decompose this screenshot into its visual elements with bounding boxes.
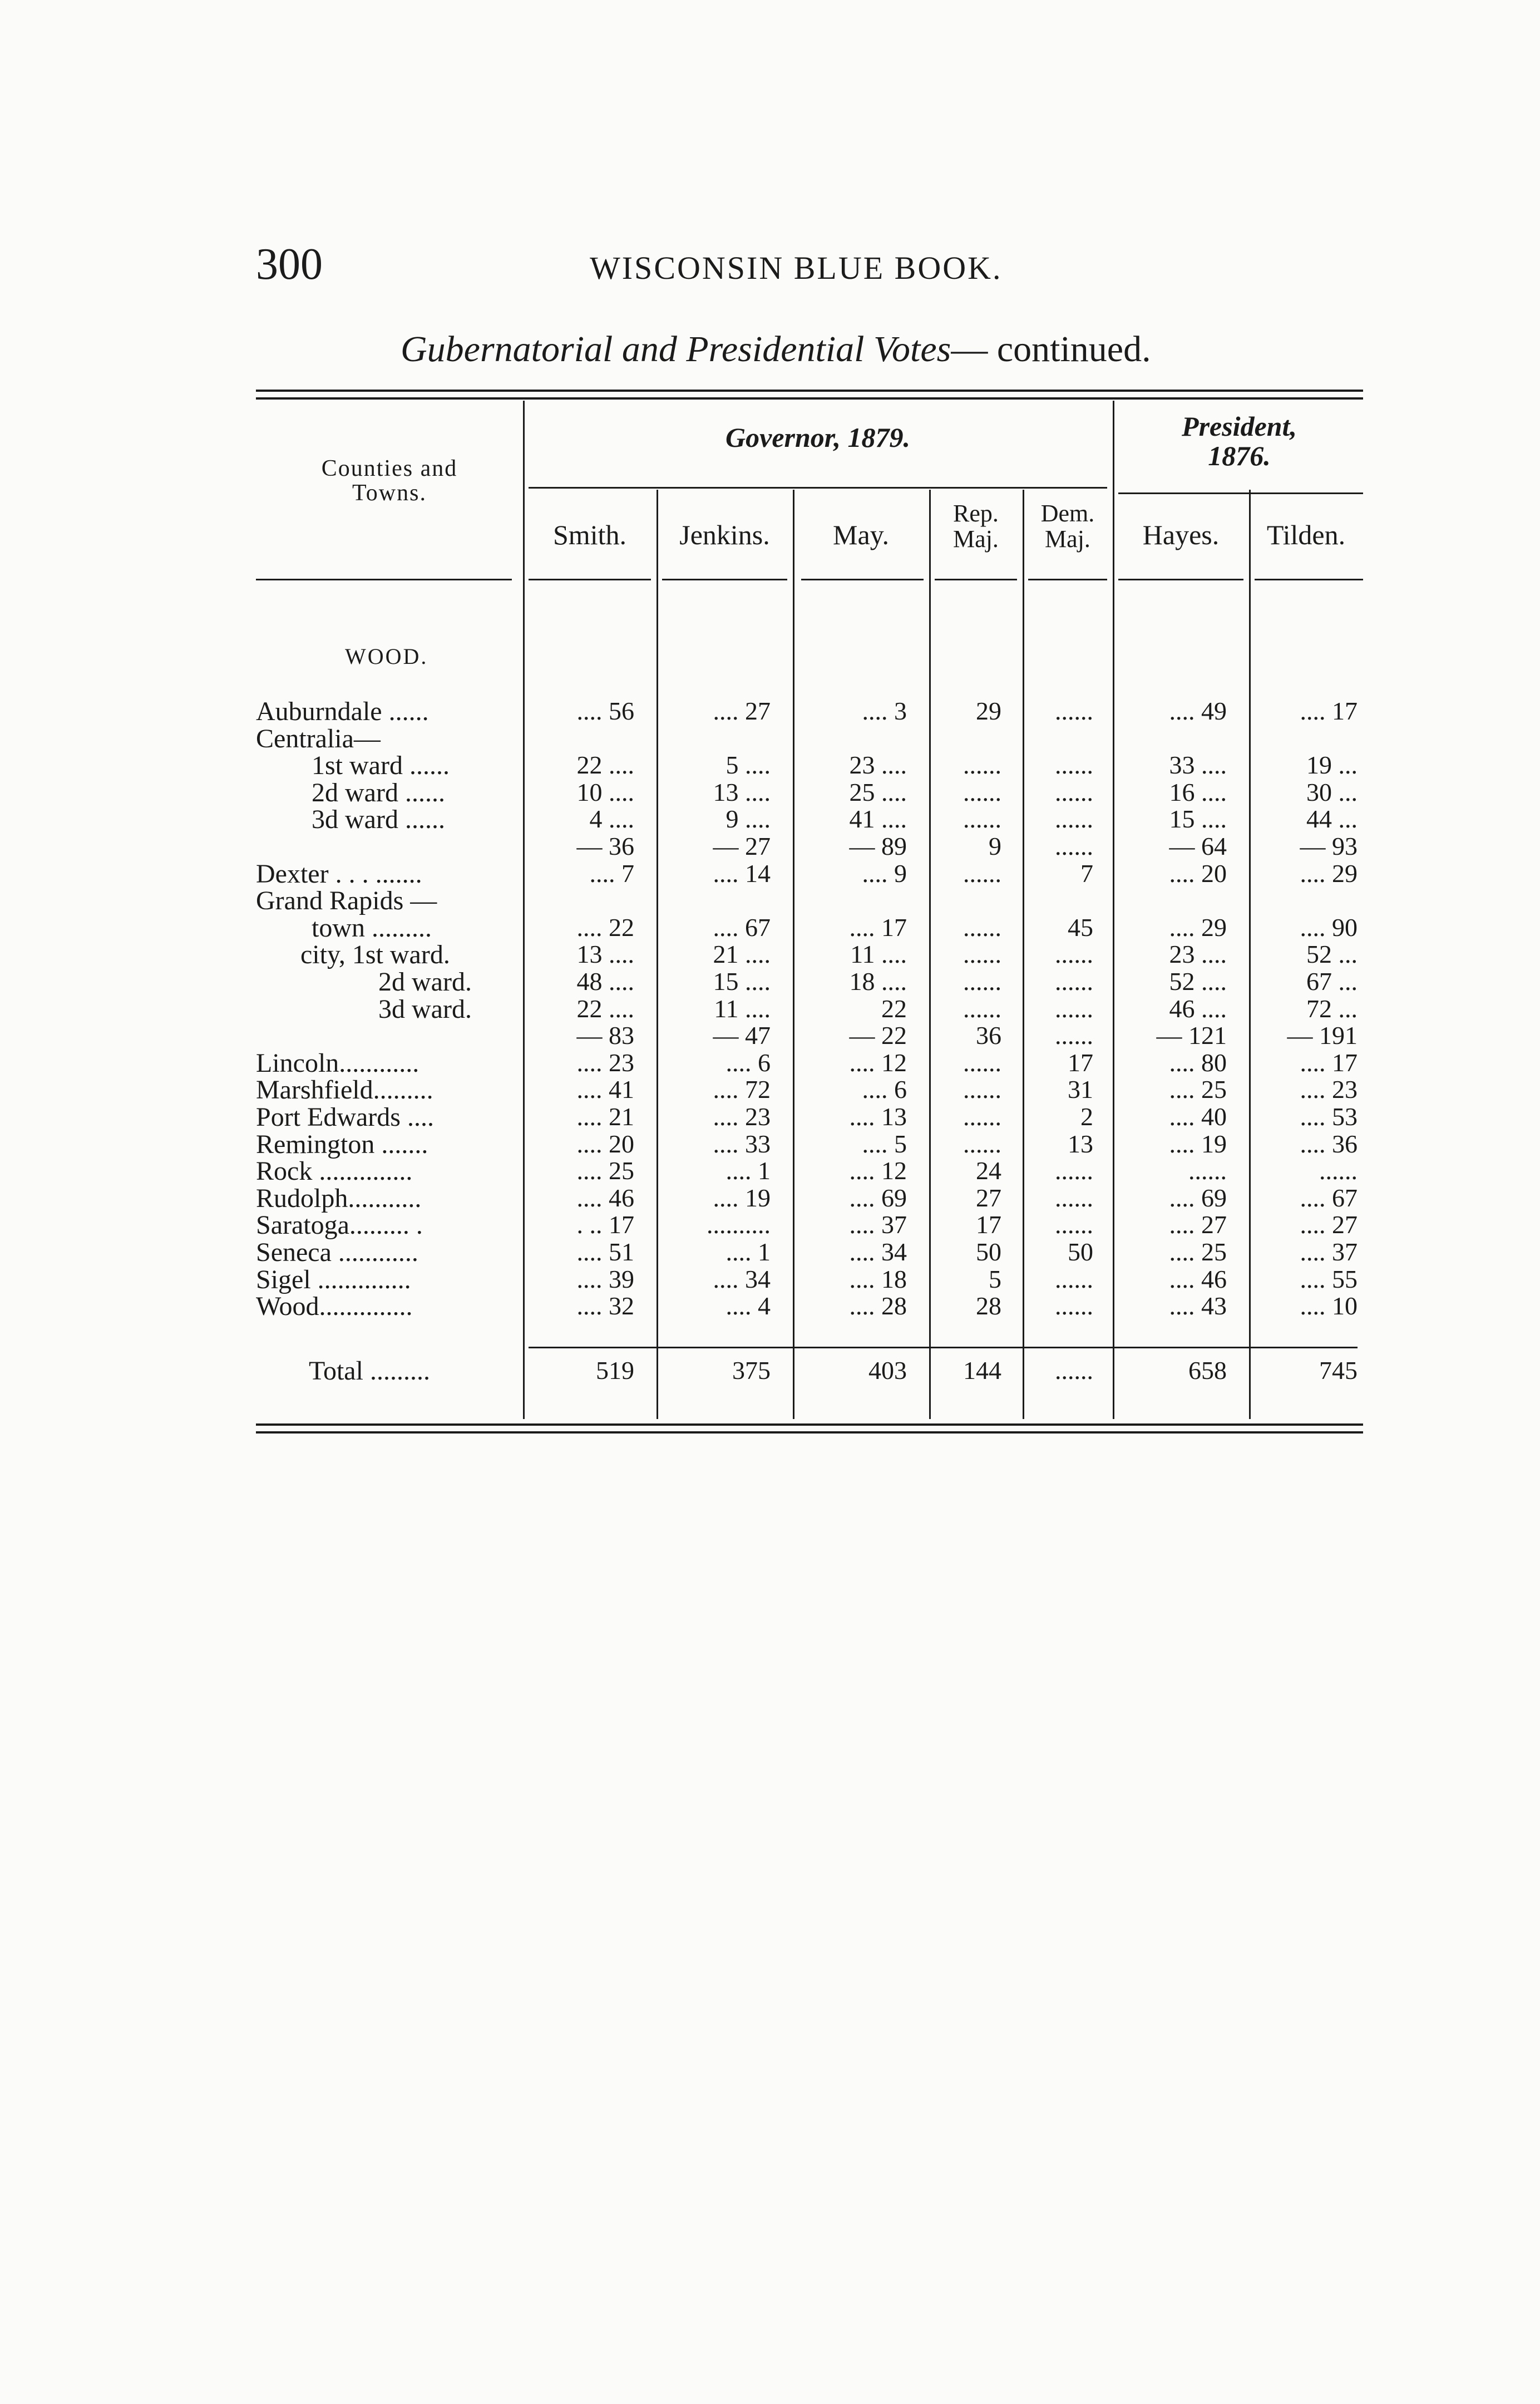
- cell-tilden: .... 23: [1300, 1075, 1358, 1104]
- table-subtitle: [401, 328, 1151, 371]
- cell-may: 18 ....: [849, 967, 907, 996]
- row-label: Marshfield.........: [256, 1075, 433, 1105]
- row-label: 2d ward.: [378, 967, 472, 997]
- row-label: 1st ward ......: [312, 751, 450, 780]
- cell-hayes: .... 80: [1169, 1048, 1227, 1077]
- president-underline: [1118, 492, 1363, 494]
- col-sep-4: [929, 490, 931, 1419]
- cell-may: .... 12: [849, 1156, 907, 1185]
- total-cell-smith: 519: [596, 1356, 634, 1385]
- cell-hayes: 33 ....: [1169, 751, 1227, 779]
- cell-hayes: .... 69: [1169, 1184, 1227, 1212]
- cell-dem-maj: ......: [1055, 1156, 1093, 1185]
- row-label: Rock ..............: [256, 1156, 413, 1186]
- cell-hayes: .... 27: [1169, 1210, 1227, 1239]
- row-label: Saratoga......... .: [256, 1210, 423, 1240]
- cell-may: .... 18: [849, 1265, 907, 1293]
- cell-smith: — 83: [576, 1021, 634, 1050]
- col-sep-5: [1023, 490, 1024, 1419]
- cell-dem-maj: ......: [1055, 697, 1093, 725]
- cell-hayes: — 64: [1169, 832, 1227, 860]
- cell-jenkins: .... 14: [713, 859, 771, 888]
- cell-rep-maj: ......: [963, 1130, 1001, 1158]
- cell-tilden: .... 10: [1300, 1292, 1358, 1320]
- row-label: Sigel ..............: [256, 1265, 411, 1294]
- cell-jenkins: 13 ....: [713, 778, 771, 806]
- total-rule: [529, 1347, 1358, 1348]
- cell-smith: .... 46: [576, 1184, 634, 1212]
- cell-smith: 4 ....: [589, 805, 634, 833]
- cell-smith: — 36: [576, 832, 634, 860]
- cell-tilden: .... 53: [1300, 1102, 1358, 1131]
- cell-jenkins: .... 6: [725, 1048, 771, 1077]
- cell-jenkins: 5 ....: [725, 751, 771, 779]
- cell-jenkins: .... 67: [713, 913, 771, 942]
- header-bottom-rule-2: [529, 579, 651, 580]
- cell-hayes: 46 ....: [1169, 994, 1227, 1023]
- cell-rep-maj: ......: [963, 967, 1001, 996]
- cell-smith: 48 ....: [576, 967, 634, 996]
- cell-rep-maj: 9: [989, 832, 1001, 860]
- cell-tilden: .... 90: [1300, 913, 1358, 942]
- cell-hayes: .... 49: [1169, 697, 1227, 725]
- cell-rep-maj: ......: [963, 940, 1001, 968]
- cell-smith: .... 22: [576, 913, 634, 942]
- cell-tilden: .... 29: [1300, 859, 1358, 888]
- cell-rep-maj: ......: [963, 994, 1001, 1023]
- cell-dem-maj: ......: [1055, 778, 1093, 806]
- cell-rep-maj: 36: [976, 1021, 1001, 1050]
- governor-underline: [529, 487, 1107, 489]
- total-cell-may: 403: [868, 1356, 907, 1385]
- cell-may: .... 69: [849, 1184, 907, 1212]
- cell-hayes: .... 19: [1169, 1130, 1227, 1158]
- cell-jenkins: .... 34: [713, 1265, 771, 1293]
- row-label: city, 1st ward.: [300, 940, 450, 969]
- header-bottom-rule-7: [1118, 579, 1243, 580]
- header-bottom-rule-8: [1255, 579, 1363, 580]
- row-label: 2d ward ......: [312, 778, 445, 807]
- cell-smith: 22 ....: [576, 751, 634, 779]
- row-label: Port Edwards ....: [256, 1102, 434, 1132]
- bottom-rule-1: [256, 1423, 1363, 1426]
- cell-rep-maj: ......: [963, 751, 1001, 779]
- row-label: Remington .......: [256, 1130, 428, 1159]
- cell-may: .... 13: [849, 1102, 907, 1131]
- cell-smith: .... 32: [576, 1292, 634, 1320]
- cell-dem-maj: ......: [1055, 1265, 1093, 1293]
- cell-smith: .... 39: [576, 1265, 634, 1293]
- col-header-hayes: Hayes.: [1142, 519, 1220, 550]
- cell-hayes: 23 ....: [1169, 940, 1227, 968]
- col-header-dem-maj: Dem. Maj.: [1040, 500, 1095, 553]
- row-label: 3d ward ......: [312, 805, 445, 834]
- subtitle-italic: Gubernatorial and Presidential Votes: [401, 329, 951, 370]
- cell-dem-maj: ......: [1055, 994, 1093, 1023]
- header-bottom-rule-5: [935, 579, 1017, 580]
- total-cell-jenkins: 375: [732, 1356, 771, 1385]
- row-label: Wood..............: [256, 1292, 413, 1321]
- cell-hayes: .... 43: [1169, 1292, 1227, 1320]
- cell-dem-maj: 31: [1068, 1075, 1093, 1104]
- cell-hayes: 15 ....: [1169, 805, 1227, 833]
- cell-tilden: 19 ...: [1306, 751, 1358, 779]
- total-cell-rep-maj: 144: [963, 1356, 1001, 1385]
- cell-dem-maj: ......: [1055, 967, 1093, 996]
- cell-dem-maj: 2: [1080, 1102, 1093, 1131]
- cell-dem-maj: 13: [1068, 1130, 1093, 1158]
- cell-tilden: ......: [1319, 1156, 1358, 1185]
- cell-dem-maj: ......: [1055, 1021, 1093, 1050]
- cell-tilden: — 191: [1287, 1021, 1358, 1050]
- cell-may: — 22: [849, 1021, 907, 1050]
- cell-rep-maj: 27: [976, 1184, 1001, 1212]
- top-rule-2: [256, 397, 1363, 400]
- col-header-jenkins: Jenkins.: [679, 519, 770, 550]
- cell-smith: .... 41: [576, 1075, 634, 1104]
- cell-jenkins: — 27: [713, 832, 771, 860]
- col-sep-1: [523, 401, 525, 1419]
- cell-tilden: .... 37: [1300, 1238, 1358, 1266]
- row-label: Centralia—: [256, 724, 381, 753]
- page-number: 300: [256, 240, 323, 289]
- cell-rep-maj: ......: [963, 1102, 1001, 1131]
- cell-smith: 22 ....: [576, 994, 634, 1023]
- cell-dem-maj: ......: [1055, 805, 1093, 833]
- cell-may: .... 12: [849, 1048, 907, 1077]
- row-label: 3d ward.: [378, 994, 472, 1024]
- col-sep-7: [1249, 490, 1251, 1419]
- col-header-smith: Smith.: [553, 519, 626, 550]
- row-label: Dexter . . . .......: [256, 859, 422, 889]
- cell-hayes: .... 25: [1169, 1075, 1227, 1104]
- subtitle-continued: — continued.: [951, 329, 1151, 370]
- col-header-rep-maj: Rep. Maj.: [953, 500, 999, 553]
- cell-jenkins: .... 72: [713, 1075, 771, 1104]
- row-label: Seneca ............: [256, 1238, 418, 1267]
- page-header: [256, 239, 1363, 300]
- cell-jenkins: .... 33: [713, 1130, 771, 1158]
- cell-smith: . .. 17: [576, 1210, 634, 1239]
- cell-dem-maj: ......: [1055, 1210, 1093, 1239]
- cell-tilden: .... 36: [1300, 1130, 1358, 1158]
- cell-hayes: .... 25: [1169, 1238, 1227, 1266]
- president-header-line2: 1876.: [1208, 440, 1271, 471]
- col-header-may: May.: [833, 519, 889, 550]
- cell-smith: .... 7: [589, 859, 634, 888]
- cell-dem-maj: ......: [1055, 940, 1093, 968]
- cell-smith: 10 ....: [576, 778, 634, 806]
- cell-hayes: .... 20: [1169, 859, 1227, 888]
- col-sep-2: [657, 490, 658, 1419]
- cell-may: .... 6: [862, 1075, 907, 1104]
- cell-tilden: — 93: [1300, 832, 1358, 860]
- cell-jenkins: .... 27: [713, 697, 771, 725]
- cell-tilden: 44 ...: [1306, 805, 1358, 833]
- cell-jenkins: ..........: [707, 1210, 771, 1239]
- header-bottom-rule-3: [662, 579, 787, 580]
- row-label: Grand Rapids —: [256, 886, 437, 915]
- cell-jenkins: .... 4: [725, 1292, 771, 1320]
- cell-jenkins: — 47: [713, 1021, 771, 1050]
- cell-rep-maj: ......: [963, 1048, 1001, 1077]
- row-label: Rudolph...........: [256, 1184, 422, 1213]
- cell-may: 22: [881, 994, 907, 1023]
- total-label: Total .........: [309, 1356, 430, 1386]
- cell-smith: .... 51: [576, 1238, 634, 1266]
- cell-dem-maj: ......: [1055, 1184, 1093, 1212]
- cell-jenkins: 9 ....: [725, 805, 771, 833]
- cell-may: .... 17: [849, 913, 907, 942]
- bottom-rule-2: [256, 1431, 1363, 1433]
- cell-tilden: 72 ...: [1306, 994, 1358, 1023]
- cell-rep-maj: ......: [963, 859, 1001, 888]
- cell-jenkins: 15 ....: [713, 967, 771, 996]
- cell-jenkins: .... 19: [713, 1184, 771, 1212]
- cell-dem-maj: 7: [1080, 859, 1093, 888]
- counties-header-line1: Counties and: [321, 456, 458, 481]
- cell-may: .... 9: [862, 859, 907, 888]
- cell-tilden: .... 55: [1300, 1265, 1358, 1293]
- cell-smith: .... 23: [576, 1048, 634, 1077]
- row-label: Auburndale ......: [256, 697, 429, 726]
- cell-may: .... 3: [862, 697, 907, 725]
- cell-smith: .... 21: [576, 1102, 634, 1131]
- cell-smith: .... 25: [576, 1156, 634, 1185]
- cell-may: .... 5: [862, 1130, 907, 1158]
- cell-hayes: — 121: [1156, 1021, 1227, 1050]
- total-cell-hayes: 658: [1188, 1356, 1227, 1385]
- cell-rep-maj: ......: [963, 778, 1001, 806]
- section-label-wood: WOOD.: [345, 644, 428, 669]
- cell-may: 23 ....: [849, 751, 907, 779]
- cell-dem-maj: 50: [1068, 1238, 1093, 1266]
- counties-header-line2: Towns.: [352, 480, 427, 506]
- cell-dem-maj: ......: [1055, 751, 1093, 779]
- cell-tilden: 52 ...: [1306, 940, 1358, 968]
- col-header-tilden: Tilden.: [1266, 519, 1346, 550]
- total-cell-dem-maj: ......: [1055, 1356, 1093, 1385]
- total-cell-tilden: 745: [1319, 1356, 1358, 1385]
- cell-rep-maj: 29: [976, 697, 1001, 725]
- president-group-header: [1115, 412, 1363, 470]
- cell-may: .... 28: [849, 1292, 907, 1320]
- cell-jenkins: .... 1: [725, 1156, 771, 1185]
- cell-may: 11 ....: [850, 940, 907, 968]
- cell-tilden: 30 ...: [1306, 778, 1358, 806]
- row-label: Lincoln............: [256, 1048, 419, 1078]
- president-header-line1: President,: [1182, 411, 1297, 442]
- cell-hayes: .... 29: [1169, 913, 1227, 942]
- cell-tilden: .... 27: [1300, 1210, 1358, 1239]
- cell-hayes: ......: [1188, 1156, 1227, 1185]
- cell-rep-maj: 17: [976, 1210, 1001, 1239]
- cell-dem-maj: 45: [1068, 913, 1093, 942]
- cell-tilden: .... 17: [1300, 697, 1358, 725]
- cell-jenkins: .... 23: [713, 1102, 771, 1131]
- cell-rep-maj: 28: [976, 1292, 1001, 1320]
- cell-hayes: .... 46: [1169, 1265, 1227, 1293]
- cell-rep-maj: ......: [963, 1075, 1001, 1104]
- cell-may: .... 34: [849, 1238, 907, 1266]
- cell-rep-maj: 5: [989, 1265, 1001, 1293]
- cell-jenkins: .... 1: [725, 1238, 771, 1266]
- cell-hayes: 16 ....: [1169, 778, 1227, 806]
- cell-dem-maj: ......: [1055, 832, 1093, 860]
- col-sep-3: [793, 490, 794, 1419]
- cell-hayes: .... 40: [1169, 1102, 1227, 1131]
- counties-header: [256, 456, 523, 505]
- header-bottom-rule-4: [801, 579, 924, 580]
- cell-rep-maj: ......: [963, 805, 1001, 833]
- cell-tilden: .... 67: [1300, 1184, 1358, 1212]
- cell-smith: 13 ....: [576, 940, 634, 968]
- cell-may: 41 ....: [849, 805, 907, 833]
- row-label: town .........: [312, 913, 432, 943]
- cell-may: — 89: [849, 832, 907, 860]
- header-bottom-rule-6: [1028, 579, 1107, 580]
- cell-hayes: 52 ....: [1169, 967, 1227, 996]
- cell-may: .... 37: [849, 1210, 907, 1239]
- cell-jenkins: 11 ....: [714, 994, 771, 1023]
- cell-tilden: 67 ...: [1306, 967, 1358, 996]
- cell-smith: .... 20: [576, 1130, 634, 1158]
- cell-rep-maj: ......: [963, 913, 1001, 942]
- col-sep-6: [1113, 401, 1114, 1419]
- cell-jenkins: 21 ....: [713, 940, 771, 968]
- running-title: WISCONSIN BLUE BOOK.: [590, 250, 1003, 286]
- cell-tilden: .... 17: [1300, 1048, 1358, 1077]
- cell-smith: .... 56: [576, 697, 634, 725]
- cell-rep-maj: 24: [976, 1156, 1001, 1185]
- cell-rep-maj: 50: [976, 1238, 1001, 1266]
- header-bottom-rule-1: [256, 579, 512, 580]
- top-rule-1: [256, 390, 1363, 392]
- governor-group-header: Governor, 1879.: [725, 422, 910, 453]
- cell-may: 25 ....: [849, 778, 907, 806]
- cell-dem-maj: 17: [1068, 1048, 1093, 1077]
- cell-dem-maj: ......: [1055, 1292, 1093, 1320]
